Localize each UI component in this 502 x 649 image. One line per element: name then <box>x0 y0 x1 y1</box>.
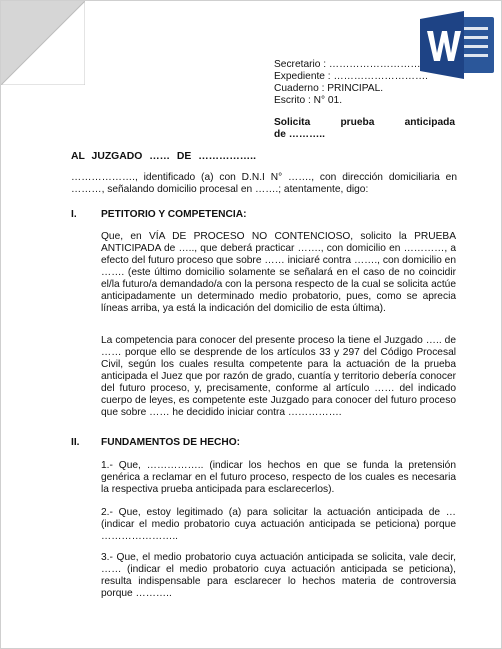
request-summary-line1: Solicita prueba anticipada <box>274 117 455 128</box>
escrito-line: Escrito : N° 01. <box>274 95 343 106</box>
petitorio-paragraph-1: Que, en VÍA DE PROCESO NO CONTENCIOSO, solicito la PRUEBA ANTICIPADA de ….., que deberá practicar ……., con domicilio en …………, a efecto del futuro proceso que sobre …… iniciaré contra ……., con domicilio en ……. (este último domicilio solamente se señalará en el caso de no coincidir el/la futuro/a demandado/a con la persona respecto de la cual se solicita actúe anticipadamente un determinado medio probatorio, pues, como se aprecia líneas arriba, ya está la indicación del domicilio de esta última). <box>101 231 456 314</box>
secretario-line: Secretario : ……………………… <box>274 59 421 70</box>
addressee: AL JUZGADO …… DE …………….. <box>71 151 256 162</box>
expediente-line: Expediente : ………………………. <box>274 71 428 82</box>
competencia-paragraph: La competencia para conocer del presente proceso la tiene el Juzgado ….. de …… porque ello se desprende de los artículos 33 y 297 del Código Procesal Civil, según los cuales resulta competente para la actuación de la prueba anticipada el Juez que por razón de grado, cuantía y territorio debería conocer del futuro proceso, y, precisamente, conforme al artículo …… del indicado cuerpo de leyes, es competente este Juzgado para conocer del futuro proceso que sobre …… he decidido iniciar contra ……………. <box>101 335 456 418</box>
section-heading-fundamentos <box>71 437 371 449</box>
section-heading-petitorio <box>71 209 371 221</box>
request-summary <box>274 117 455 141</box>
intro-paragraph: ………………., identificado (a) con D.N.I N° ……., con dirección domiciliaria en ………, señalando domicilio procesal en …….; atentamente, digo: <box>71 172 457 195</box>
hecho-paragraph-2: 2.- Que, estoy legitimado (a) para solicitar la actuación anticipada de … (indicar el medio probatorio cuya actuación anticipada se peticiona) porque ………………….. <box>101 507 456 542</box>
cuaderno-line: Cuaderno : PRINCIPAL. <box>274 83 384 94</box>
section-number: II. <box>71 437 80 448</box>
hecho-paragraph-1: 1.- Que, …………….. (indicar los hechos en que se funda la pretensión genérica a reclamar en el futuro proceso, respecto de los cuales es necesaria la respectiva prueba anticipada para esclarecerlos). <box>101 460 456 495</box>
hecho-paragraph-3: 3.- Que, el medio probatorio cuya actuación anticipada se solicita, vale decir, …… (indicar el medio probatorio cuya actuación anticipada se peticiona), resulta indispensable para esclarecer lo hechos materia de controversia porque ……….. <box>101 552 456 599</box>
case-header <box>274 59 464 107</box>
section-title: PETITORIO Y COMPETENCIA: <box>101 209 247 220</box>
section-title: FUNDAMENTOS DE HECHO: <box>101 437 241 448</box>
section-number: I. <box>71 209 77 220</box>
page-fold-icon <box>1 1 85 85</box>
request-summary-line2: de ……….. <box>274 129 325 140</box>
